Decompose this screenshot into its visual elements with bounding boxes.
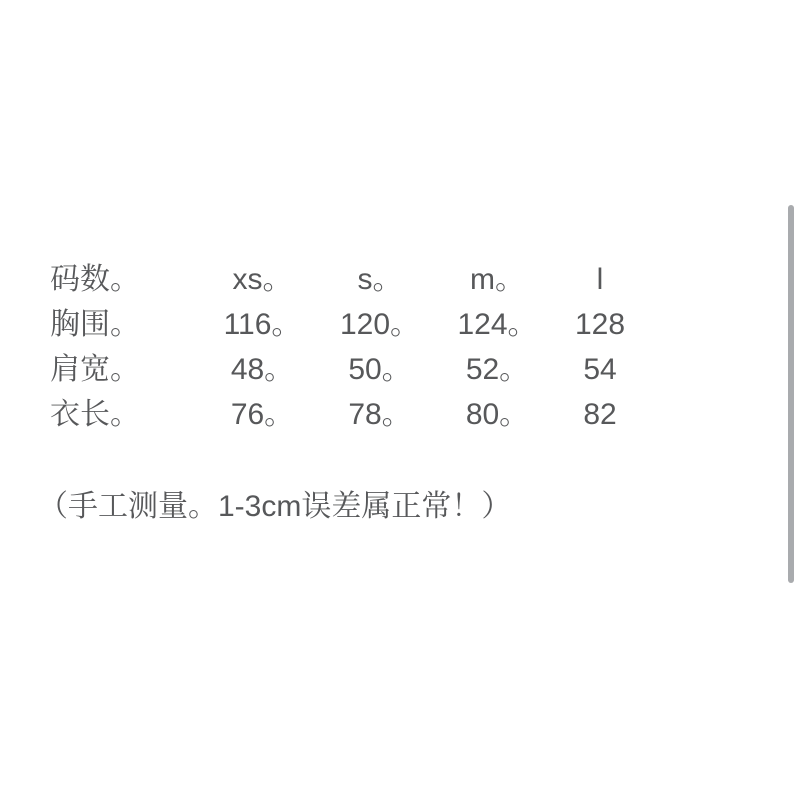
shoulder-l-value: 54 <box>583 353 617 386</box>
length-l-value: 82 <box>583 398 617 431</box>
shoulder-s-value: 50。 <box>348 353 412 386</box>
size-header-s: s。 <box>357 263 403 296</box>
table-row-length <box>0 392 645 437</box>
chest-xs-value: 116。 <box>223 308 302 341</box>
row-label-size: 码数。 <box>50 263 140 296</box>
chest-l-value: 128 <box>574 308 626 341</box>
shoulder-xs-value: 48。 <box>230 353 295 386</box>
scrollbar-thumb[interactable] <box>788 205 794 583</box>
row-label-shoulder: 肩宽。 <box>50 353 140 386</box>
row-label-length: 衣长。 <box>50 398 140 431</box>
measurement-note: （手工测量。1-3cm误差属正常！） <box>38 490 512 523</box>
table-header-row <box>0 257 645 302</box>
table-row-shoulder <box>0 347 645 392</box>
length-m-value: 80。 <box>465 398 530 431</box>
size-header-m: m。 <box>470 263 525 296</box>
chest-m-value: 124。 <box>457 308 538 341</box>
size-header-xs: xs。 <box>232 263 293 296</box>
row-label-chest: 胸围。 <box>50 308 140 341</box>
length-s-value: 78。 <box>348 398 412 431</box>
size-header-l: l <box>596 263 604 296</box>
shoulder-m-value: 52。 <box>465 353 530 386</box>
table-row-chest <box>0 302 645 347</box>
chest-s-value: 120。 <box>339 308 421 341</box>
length-xs-value: 76。 <box>230 398 295 431</box>
